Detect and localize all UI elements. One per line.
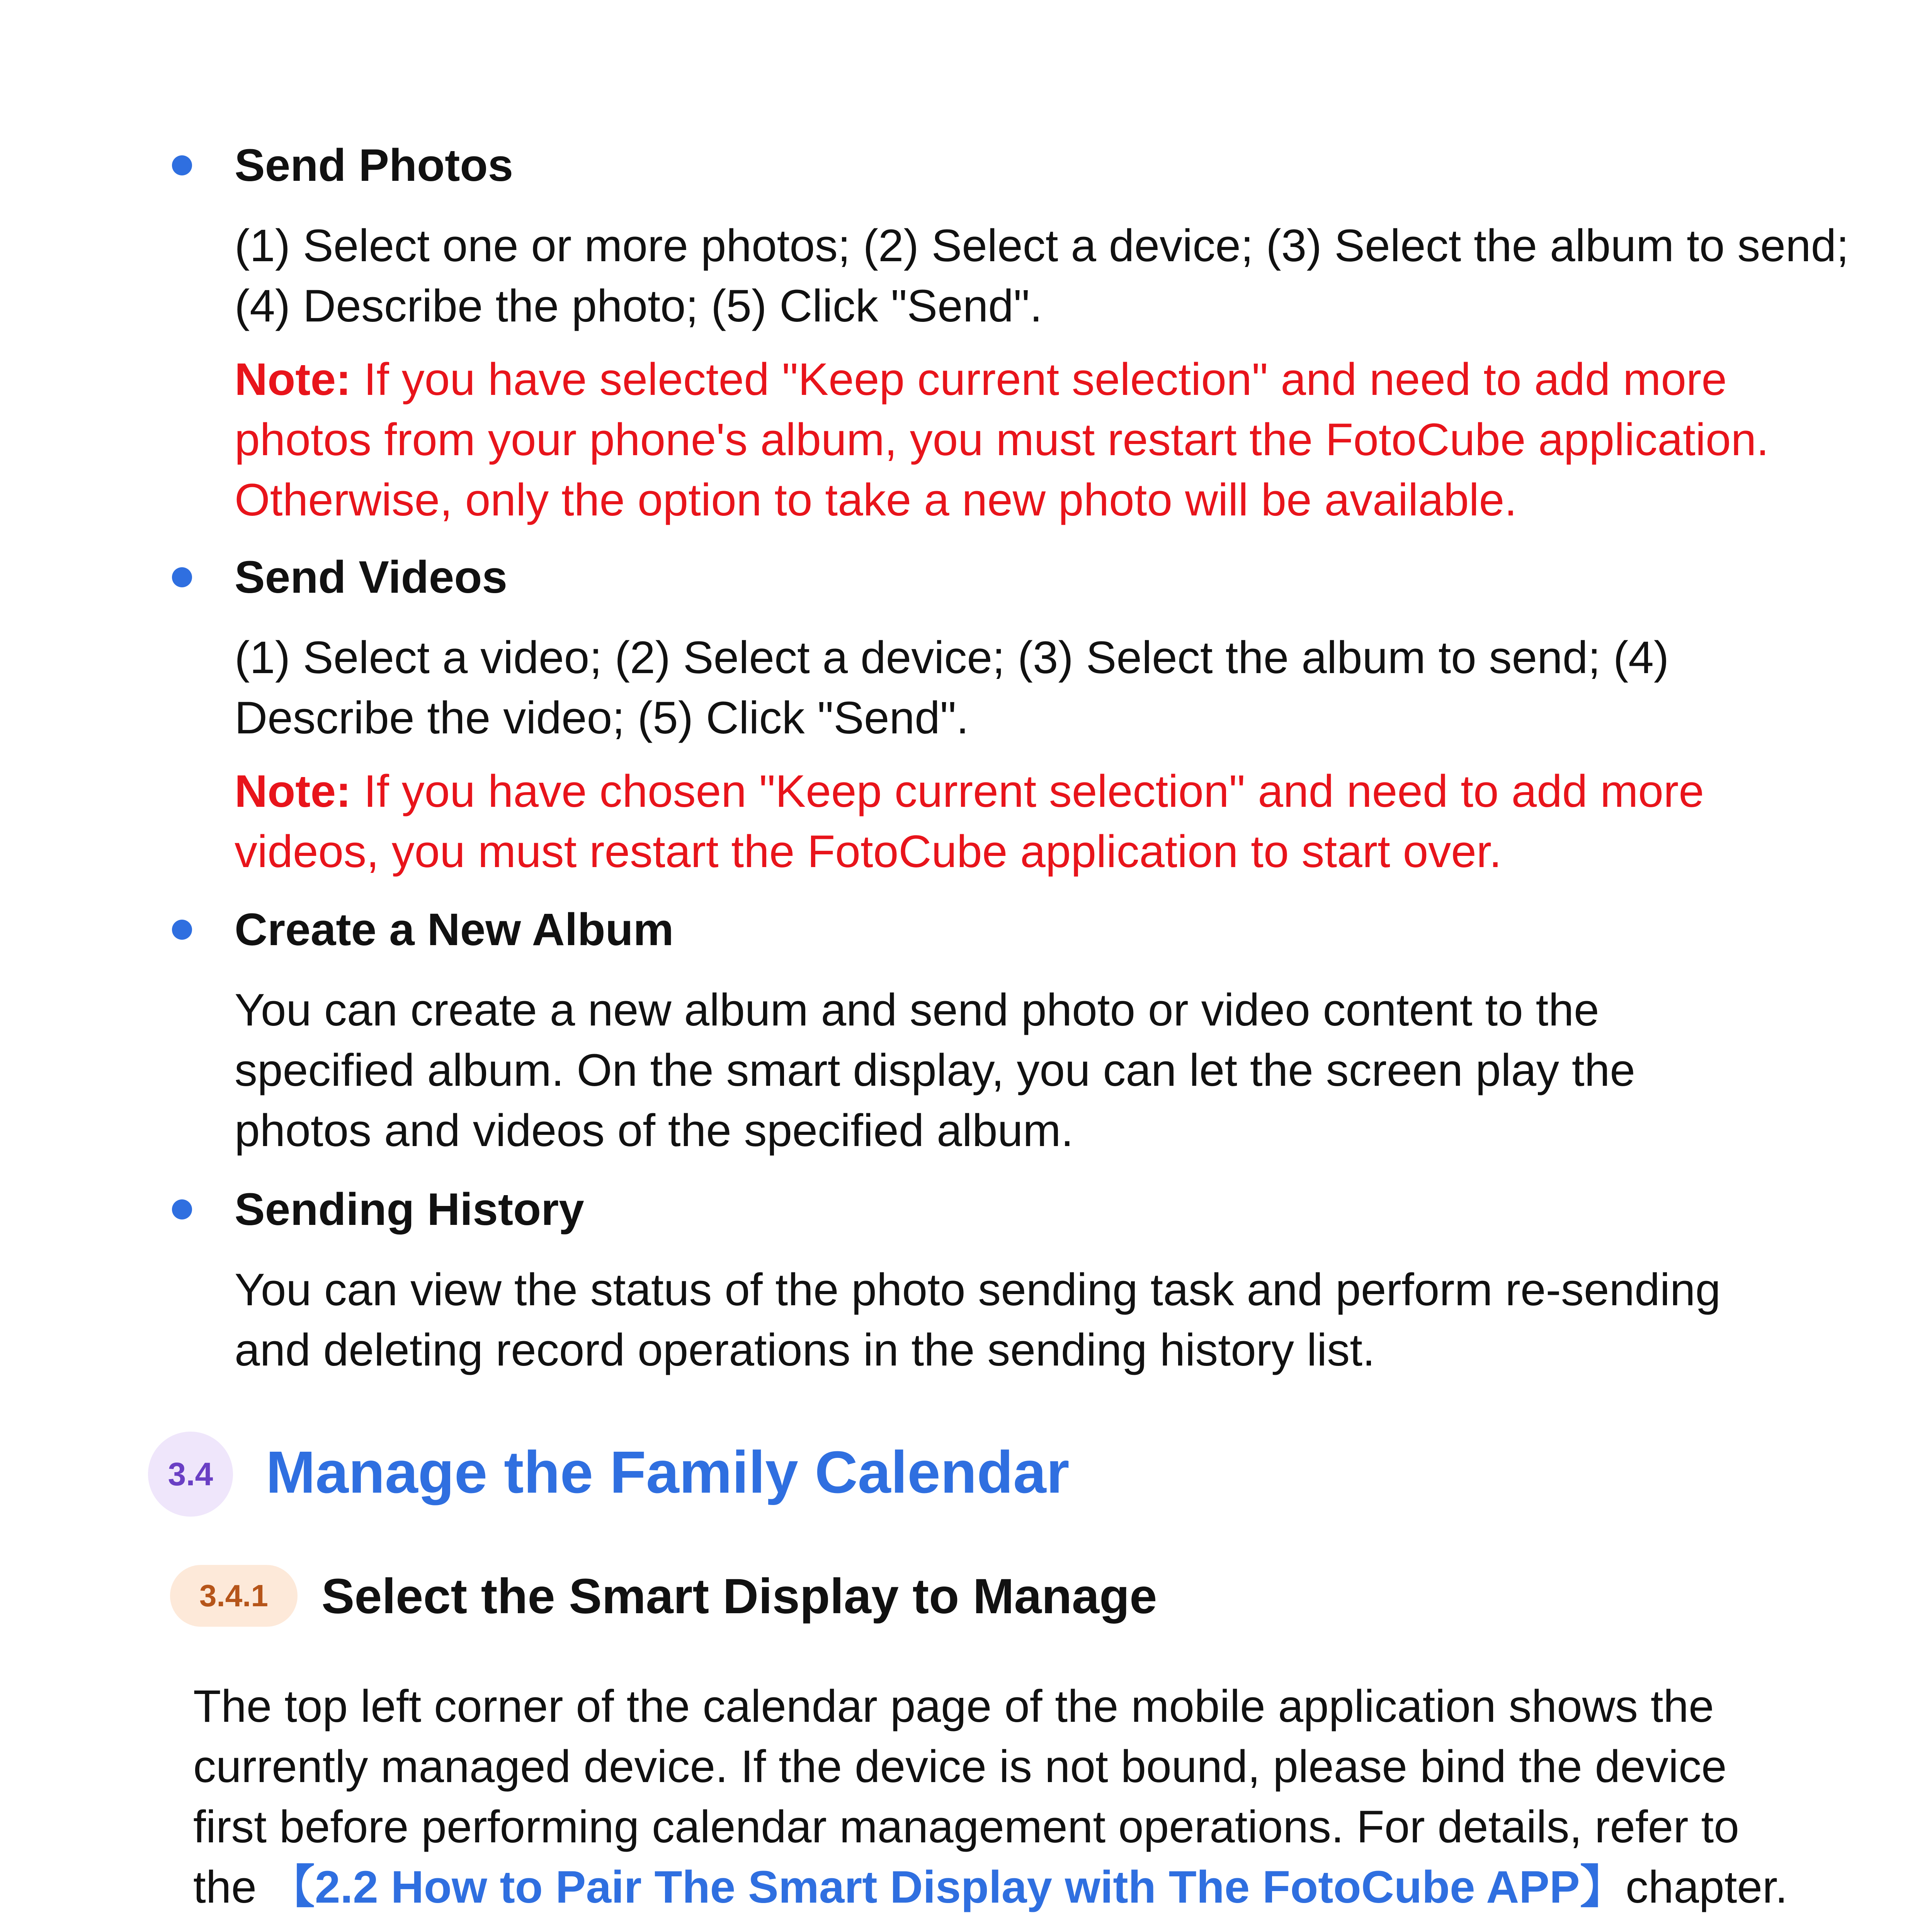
bullet-title: Send Photos bbox=[235, 140, 514, 191]
text-line: You can create a new album and send photo or video content to the bbox=[235, 985, 1599, 1036]
section-number-badge: 3.4 bbox=[148, 1432, 233, 1517]
text-line: first before performing calendar management operations. For details, refer to bbox=[193, 1801, 1739, 1852]
section-title: Manage the Family Calendar bbox=[266, 1439, 1070, 1505]
text-line: Otherwise, only the option to take a new photo will be available. bbox=[235, 474, 1517, 526]
text-line: (1) Select one or more photos; (2) Select a device; (3) Select the album to send; bbox=[235, 220, 1849, 271]
bullet-title: Send Videos bbox=[235, 552, 508, 603]
text-line: photos from your phone's album, you must restart the FotoCube application. bbox=[235, 414, 1769, 465]
text-line: (1) Select a video; (2) Select a device; (3) Select the album to send; (4) bbox=[235, 632, 1669, 683]
note-label: Note: bbox=[235, 354, 351, 405]
subsection-title: Select the Smart Display to Manage bbox=[321, 1569, 1157, 1624]
text-fragment: chapter. bbox=[1625, 1862, 1788, 1913]
text-line: If you have selected "Keep current selection" and need to add more bbox=[351, 354, 1727, 405]
text-line: You can view the status of the photo sending task and perform re-sending bbox=[235, 1264, 1721, 1315]
text-line: specified album. On the smart display, you can let the screen play the bbox=[235, 1045, 1635, 1096]
text-line: The top left corner of the calendar page of the mobile application shows the bbox=[193, 1681, 1714, 1732]
text-line: currently managed device. If the device is not bound, please bind the device bbox=[193, 1741, 1727, 1792]
text-line: If you have chosen "Keep current selection" and need to add more bbox=[351, 766, 1704, 817]
note-label: Note: bbox=[235, 766, 351, 817]
text-line: videos, you must restart the FotoCube application to start over. bbox=[235, 826, 1502, 877]
subsection-number-badge: 3.4.1 bbox=[170, 1565, 298, 1627]
text-fragment: the bbox=[193, 1862, 269, 1913]
bullet-title: Sending History bbox=[235, 1184, 584, 1235]
chapter-link[interactable]: 【2.2 How to Pair The Smart Display with The FotoCube APP】 bbox=[269, 1862, 1626, 1913]
bullet-title: Create a New Album bbox=[235, 904, 674, 955]
text-line: photos and videos of the specified album. bbox=[235, 1105, 1074, 1156]
text-line: (4) Describe the photo; (5) Click "Send". bbox=[235, 281, 1043, 332]
text-line: Describe the video; (5) Click "Send". bbox=[235, 692, 969, 743]
text-line: and deleting record operations in the sending history list. bbox=[235, 1325, 1375, 1376]
